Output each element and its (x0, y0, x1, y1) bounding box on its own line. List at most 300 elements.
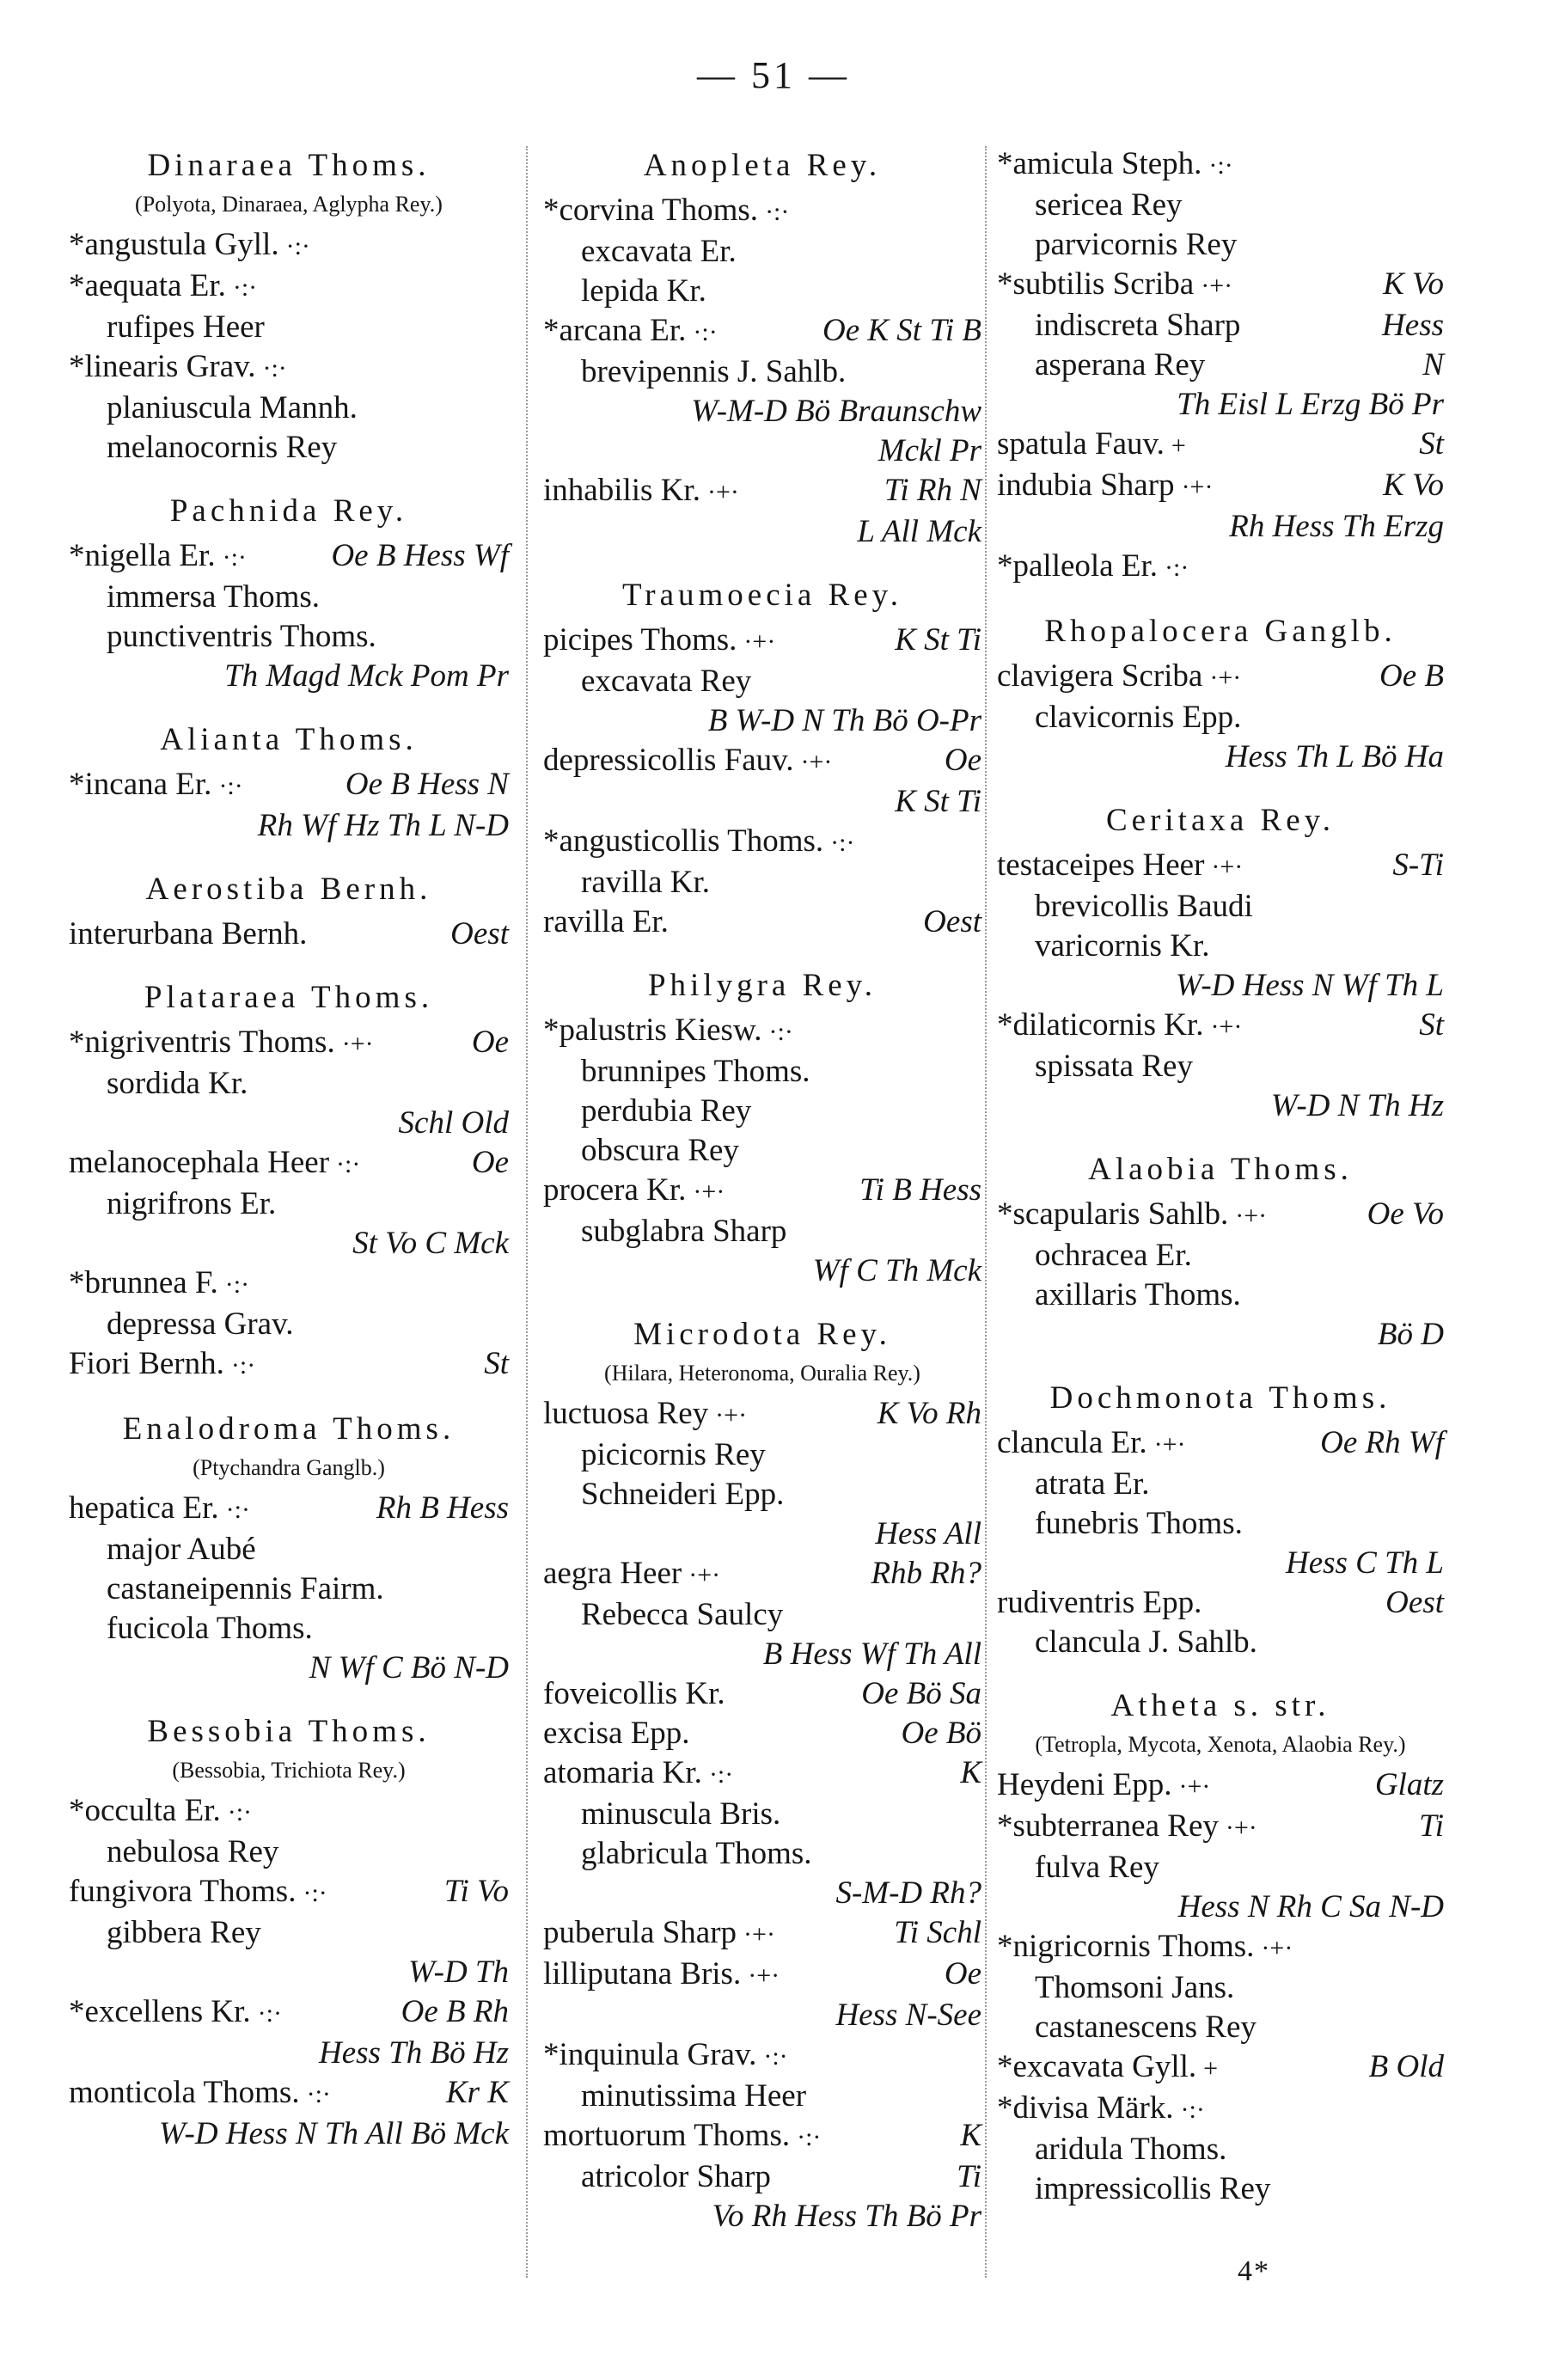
species-name: Rebecca Saulcy (581, 1597, 784, 1632)
species-entry (997, 1807, 1444, 1848)
genus-block (997, 1148, 1444, 1355)
species-name: glabricula Thoms. (581, 1836, 812, 1871)
distribution-symbol: ·:· (708, 1760, 734, 1789)
species-entry (543, 1394, 981, 1435)
genus-heading: Enalodroma Thoms. (122, 1411, 456, 1447)
genus-block (69, 1408, 509, 1688)
distribution-line: Bö D (1377, 1317, 1444, 1352)
species-entry (543, 621, 981, 662)
species-entry (69, 266, 509, 308)
genus-block (997, 610, 1444, 777)
distribution-symbol: ·:· (232, 273, 258, 302)
distribution-codes: K Vo (1383, 266, 1444, 302)
distribution-line: Hess All (875, 1516, 981, 1551)
species-entry (997, 1583, 1444, 1623)
distribution-symbol: ·:· (285, 232, 310, 260)
genus-block (543, 964, 981, 1291)
species-name: *amicula Steph. (997, 146, 1202, 181)
distribution-line: Hess Th Bö Hz (319, 2035, 509, 2071)
species-name: *dilaticornis Kr. (997, 1007, 1204, 1043)
synonym-entry (543, 272, 981, 311)
genus-heading: Bessobia Thoms. (147, 1714, 431, 1749)
species-entry (997, 1195, 1444, 1236)
synonym-entry (69, 1530, 509, 1569)
distribution-codes: Oe K St Ti B (822, 313, 981, 348)
species-entry (543, 471, 981, 512)
distribution-line: Rh Wf Hz Th L N-D (257, 808, 509, 843)
genus-block (997, 799, 1444, 1126)
synonym-note: (Bessobia, Trichiota Rey.) (172, 1758, 406, 1783)
distribution-line: S-M-D Rh? (835, 1875, 981, 1911)
genus-block (997, 1685, 1444, 2209)
genus-heading: Alianta Thoms. (160, 722, 418, 757)
genus-block (69, 144, 509, 468)
synonym-entry (997, 1276, 1444, 1315)
synonym-entry (69, 428, 509, 468)
distribution-codes: Oe B Hess Wf (331, 538, 509, 573)
species-name: clancula Er. (997, 1425, 1147, 1460)
distribution-line: W-M-D Bö Braunschw (691, 394, 981, 429)
species-name: rudiventris Epp. (997, 1585, 1202, 1620)
distribution-symbol: ·+· (1210, 1013, 1243, 1041)
species-name: perdubia Rey (581, 1093, 752, 1129)
species-entry (543, 822, 981, 863)
species-entry (543, 2035, 981, 2077)
genus-heading: Dochmonota Thoms. (1049, 1380, 1391, 1416)
synonym-entry (997, 186, 1444, 225)
species-entry (543, 1714, 981, 1753)
species-name: interurbana Bernh. (69, 916, 308, 951)
distribution-symbol: ·+· (1225, 1814, 1257, 1842)
species-entry (997, 657, 1444, 698)
species-name: melanocephala Heer (69, 1145, 330, 1180)
species-name: obscura Rey (581, 1133, 739, 1168)
distribution-line: B W-D N Th Bö O-Pr (707, 703, 981, 738)
species-name: Thomsoni Jans. (1035, 1970, 1235, 2005)
species-entry (543, 1955, 981, 1996)
species-name: *nigella Er. (69, 538, 216, 573)
species-name: depressa Grav. (107, 1306, 294, 1342)
distribution-line: W-D N Th Hz (1270, 1088, 1444, 1123)
column-divider-1 (526, 146, 528, 2278)
synonym-entry (543, 2077, 981, 2116)
synonym-entry (69, 617, 509, 657)
column-2 (543, 144, 981, 2236)
distribution-codes: K Vo Rh (877, 1396, 981, 1431)
distribution-symbol: + (1203, 2054, 1219, 2083)
synonym-entry (69, 1569, 509, 1609)
distribution-symbol: ·+· (1201, 272, 1233, 300)
species-entry (997, 846, 1444, 887)
species-name: *angustula Gyll. (69, 227, 279, 262)
species-name: immersa Thoms. (107, 579, 321, 615)
species-name: *incana Er. (69, 767, 212, 802)
species-entry (69, 1263, 509, 1305)
species-name: *excavata Gyll. (997, 2049, 1197, 2084)
synonym-entry (997, 225, 1444, 265)
species-name: spatula Fauv. (997, 426, 1165, 462)
distribution-codes: St (1419, 1007, 1444, 1043)
distribution-line: Wf C Th Mck (812, 1253, 981, 1288)
synonym-note: (Ptychandra Ganglb.) (193, 1455, 385, 1480)
distribution-codes: K (960, 2118, 981, 2153)
distribution-codes: Glatz (1374, 1767, 1444, 1802)
distribution-codes: Ti Vo (443, 1874, 509, 1909)
species-name: gibbera Rey (107, 1915, 261, 1950)
genus-block (543, 144, 981, 552)
distribution-line: Th Eisl L Erzg Bö Pr (1177, 387, 1444, 422)
species-name: ravilla Kr. (581, 865, 711, 900)
distribution-codes: Oe Vo (1367, 1196, 1444, 1232)
species-entry (997, 2047, 1444, 2089)
species-name: atrata Er. (1035, 1466, 1150, 1502)
synonym-entry (997, 1623, 1444, 1662)
distribution-codes: Oest (1385, 1585, 1444, 1620)
species-entry (543, 2116, 981, 2157)
species-name: planiuscula Mannh. (107, 390, 358, 425)
distribution-symbol: ·+· (706, 478, 739, 506)
species-entry (997, 2089, 1444, 2130)
distribution-line: N Wf C Bö N-D (309, 1650, 509, 1686)
species-name: clancula J. Sahlb. (1035, 1624, 1257, 1660)
synonym-entry (543, 1595, 981, 1635)
distribution-line: B Hess Wf Th All (762, 1637, 981, 1672)
distribution-codes: K Vo (1383, 468, 1444, 503)
genus-heading: Philygra Rey. (647, 968, 877, 1003)
species-name: *nigricornis Thoms. (997, 1929, 1255, 1964)
species-name: *aequata Er. (69, 268, 226, 303)
genus-heading: Aerostiba Bernh. (145, 872, 432, 907)
synonym-entry (543, 1212, 981, 1251)
species-name: impressicollis Rey (1035, 2171, 1271, 2206)
species-name: *brunnea F. (69, 1265, 218, 1300)
distribution-line: L All Mck (857, 514, 981, 549)
distribution-symbol: ·:· (230, 1351, 256, 1380)
distribution-symbol: ·:· (222, 543, 247, 572)
species-name: picipes Thoms. (543, 622, 737, 658)
synonym-entry (69, 389, 509, 428)
distribution-symbol: ·+· (715, 1401, 748, 1429)
species-entry (543, 741, 981, 782)
species-name: nigrifrons Er. (107, 1186, 277, 1221)
species-name: inhabilis Kr. (543, 473, 700, 508)
distribution-codes: Ti (1419, 1808, 1444, 1844)
synonym-entry (997, 306, 1444, 346)
synonym-entry (543, 352, 981, 392)
distribution-line: Th Magd Mck Pom Pr (224, 658, 509, 694)
genus-block (543, 1313, 981, 2236)
species-name: *angusticollis Thoms. (543, 823, 824, 859)
genus-heading: Anopleta Rey. (643, 148, 882, 183)
species-name: ravilla Er. (543, 904, 669, 939)
species-entry (69, 1344, 509, 1386)
species-name: lilliputana Bris. (543, 1956, 742, 1991)
distribution-line: W-D Hess N Th All Bö Mck (159, 2116, 509, 2151)
species-name: parvicornis Rey (1035, 227, 1238, 262)
species-name: ochracea Er. (1035, 1238, 1192, 1273)
distribution-symbol: ·+· (693, 1178, 725, 1206)
species-name: luctuosa Rey (543, 1396, 709, 1431)
species-name: monticola Thoms. (69, 2075, 300, 2110)
distribution-codes: K (960, 1755, 981, 1790)
synonym-entry (543, 1052, 981, 1092)
species-name: varicornis Kr. (1035, 928, 1210, 964)
synonym-entry (69, 578, 509, 617)
species-entry (543, 1674, 981, 1714)
species-name: spissata Rey (1035, 1049, 1193, 1084)
synonym-entry (69, 308, 509, 347)
synonym-entry (997, 1504, 1444, 1544)
species-name: puberula Sharp (543, 1915, 737, 1950)
distribution-line: W-D Th (408, 1955, 509, 1990)
signature-mark: 4* (1238, 2255, 1270, 2287)
species-name: Heydeni Epp. (997, 1767, 1172, 1802)
distribution-symbol: ·:· (763, 2042, 788, 2071)
distribution-symbol: ·:· (765, 198, 790, 226)
synonym-entry (69, 1184, 509, 1224)
distribution-line: Hess Th L Bö Ha (1225, 739, 1444, 774)
species-name: melanocornis Rey (107, 430, 338, 465)
species-name: clavicornis Epp. (1035, 700, 1242, 735)
distribution-codes: Oe (944, 1956, 981, 1991)
species-name: lepida Kr. (581, 273, 706, 309)
distribution-symbol: ·:· (768, 1018, 793, 1046)
genus-heading: Traumoecia Rey. (621, 578, 903, 613)
distribution-symbol: ·+· (1209, 664, 1242, 692)
species-entry (997, 1006, 1444, 1047)
distribution-symbol: ·:· (306, 2080, 331, 2108)
genus-heading: Alaobia Thoms. (1088, 1152, 1353, 1187)
distribution-symbol: ·:· (797, 2123, 822, 2151)
synonym-entry (69, 1305, 509, 1344)
species-entry (69, 2073, 509, 2114)
distribution-symbol: ·+· (743, 627, 776, 656)
species-name: *nigriventris Thoms. (69, 1025, 335, 1060)
synonym-entry (543, 2157, 981, 2197)
species-name: punctiventris Thoms. (107, 619, 376, 654)
synonym-entry (69, 1913, 509, 1953)
genus-block (69, 868, 509, 954)
species-name: *palustris Kiesw. (543, 1013, 762, 1048)
species-name: depressicollis Fauv. (543, 743, 794, 778)
species-entry (69, 765, 509, 806)
distribution-symbol: ·:· (227, 1798, 253, 1826)
species-name: brunnipes Thoms. (581, 1054, 810, 1089)
column-3 (997, 144, 1444, 2209)
genus-block (543, 574, 981, 942)
distribution-symbol: ·:· (257, 1999, 282, 2028)
species-name: mortuorum Thoms. (543, 2118, 791, 2153)
species-entry (997, 1423, 1444, 1465)
species-name: aridula Thoms. (1035, 2132, 1227, 2167)
species-name: excavata Rey (581, 664, 752, 699)
species-name: Schneideri Epp. (581, 1477, 785, 1512)
synonym-entry (997, 698, 1444, 737)
distribution-codes: Oe B Hess N (345, 767, 509, 802)
genus-block (69, 719, 509, 846)
species-entry (69, 225, 509, 266)
species-entry (69, 347, 509, 389)
species-name: clavigera Scriba (997, 658, 1203, 694)
species-name: major Aubé (107, 1532, 256, 1567)
distribution-symbol: ·:· (693, 318, 718, 346)
distribution-symbol: ·+· (341, 1030, 374, 1058)
species-name: picicornis Rey (581, 1437, 766, 1472)
synonym-entry (543, 662, 981, 701)
species-name: *occulta Er. (69, 1793, 221, 1828)
distribution-symbol: ·+· (1211, 853, 1244, 881)
distribution-line: Hess N-See (835, 1998, 981, 2033)
species-entry (997, 1927, 1444, 1968)
distribution-line: W-D Hess N Wf Th L (1175, 968, 1444, 1003)
species-name: *subtilis Scriba (997, 266, 1195, 302)
species-entry (69, 1872, 509, 1913)
genus-heading: Ceritaxa Rey. (1105, 803, 1336, 838)
species-name: minutissima Heer (581, 2078, 807, 2114)
species-name: indiscreta Sharp (1035, 308, 1241, 343)
genus-heading: Atheta s. str. (1110, 1688, 1330, 1723)
genus-block (69, 1710, 509, 2154)
distribution-codes: Ti B Hess (859, 1172, 981, 1208)
column-1 (69, 144, 509, 2154)
synonym-entry (997, 346, 1444, 385)
species-entry (543, 902, 981, 942)
synonym-entry (997, 1047, 1444, 1086)
distribution-codes: K St Ti (895, 622, 981, 658)
species-name: nebulosa Rey (107, 1834, 279, 1869)
synonym-entry (69, 1064, 509, 1104)
species-entry (997, 466, 1444, 507)
genus-heading: Rhopalocera Ganglb. (1044, 614, 1397, 649)
species-entry (997, 144, 1444, 186)
synonym-entry (997, 2130, 1444, 2169)
species-name: *inquinula Grav. (543, 2037, 757, 2072)
synonym-entry (997, 1848, 1444, 1887)
species-entry (69, 1992, 509, 2034)
distribution-symbol: + (1171, 431, 1186, 460)
species-name: brevicollis Baudi (1035, 889, 1253, 924)
genus-heading: Dinaraea Thoms. (147, 148, 431, 183)
distribution-codes: Ti Schl (894, 1915, 981, 1950)
synonym-note: (Tetropla, Mycota, Xenota, Alaobia Rey.) (1035, 1732, 1406, 1757)
species-name: subglabra Sharp (581, 1214, 787, 1249)
species-name: atricolor Sharp (581, 2159, 771, 2194)
species-name: rufipes Heer (107, 309, 265, 345)
species-entry (69, 915, 509, 954)
species-entry (997, 425, 1444, 466)
species-name: testaceipes Heer (997, 847, 1205, 883)
distribution-symbol: ·+· (1153, 1430, 1186, 1459)
distribution-codes: Ti (957, 2159, 981, 2194)
species-name: fungivora Thoms. (69, 1874, 297, 1909)
species-name: *corvina Thoms. (543, 193, 759, 228)
distribution-symbol: ·:· (1208, 151, 1233, 180)
distribution-symbol: ·:· (336, 1150, 361, 1178)
distribution-symbol: ·+· (688, 1561, 721, 1589)
genus-block (69, 976, 509, 1386)
synonym-entry (543, 1475, 981, 1514)
distribution-symbol: ·:· (225, 1496, 250, 1524)
distribution-codes: Ti Rh N (884, 473, 981, 508)
species-entry (543, 1913, 981, 1955)
species-name: castanescens Rey (1035, 2010, 1257, 2045)
genus-heading: Microdota Rey. (633, 1317, 891, 1352)
species-name: foveicollis Kr. (543, 1676, 725, 1711)
species-entry (543, 1171, 981, 1212)
distribution-symbol: ·:· (218, 772, 243, 800)
species-name: procera Kr. (543, 1172, 687, 1208)
distribution-codes: Rhb Rh? (871, 1556, 981, 1591)
distribution-codes: St (1419, 426, 1444, 462)
genus-block (997, 144, 1444, 588)
distribution-codes: Oe B Rh (401, 1994, 509, 2029)
distribution-line: Hess N Rh C Sa N-D (1177, 1889, 1444, 1924)
synonym-entry (997, 1236, 1444, 1276)
distribution-codes: Oest (923, 904, 981, 939)
species-name: Fiori Bernh. (69, 1346, 224, 1381)
species-entry (543, 311, 981, 352)
species-entry (997, 265, 1444, 306)
distribution-symbol: ·:· (830, 829, 855, 857)
species-name: fucicola Thoms. (107, 1611, 313, 1646)
column-divider-2 (985, 146, 987, 2278)
distribution-codes: Oe (944, 743, 981, 778)
genus-block (997, 1377, 1444, 1662)
distribution-symbol: ·+· (1181, 473, 1214, 501)
distribution-symbol: ·:· (1165, 554, 1189, 582)
synonym-entry (543, 1795, 981, 1834)
species-entry (543, 191, 981, 232)
synonym-entry (543, 1834, 981, 1874)
synonym-entry (997, 1968, 1444, 2008)
distribution-codes: Oe B (1379, 658, 1444, 694)
distribution-symbol: ·:· (224, 1270, 250, 1299)
distribution-line: St Vo C Mck (352, 1226, 509, 1261)
synonym-entry (997, 927, 1444, 966)
distribution-symbol: ·+· (800, 748, 833, 776)
species-name: *subterranea Rey (997, 1808, 1219, 1844)
species-name: hepatica Er. (69, 1490, 219, 1526)
species-name: minuscula Bris. (581, 1796, 781, 1832)
species-entry (69, 1143, 509, 1184)
synonym-entry (997, 1465, 1444, 1504)
distribution-codes: Oest (450, 916, 509, 951)
genus-heading: Plataraea Thoms. (144, 980, 434, 1015)
species-name: aegra Heer (543, 1556, 682, 1591)
species-entry (997, 547, 1444, 588)
distribution-codes: Kr K (445, 2075, 509, 2110)
species-name: *divisa Märk. (997, 2090, 1174, 2126)
distribution-line: Rh Hess Th Erzg (1229, 509, 1444, 544)
synonym-note: (Polyota, Dinaraea, Aglypha Rey.) (135, 192, 443, 217)
species-entry (69, 1791, 509, 1832)
species-name: excavata Er. (581, 234, 737, 269)
species-name: *palleola Er. (997, 548, 1158, 584)
distribution-symbol: ·+· (1261, 1934, 1293, 1962)
distribution-codes: Oe Rh Wf (1320, 1425, 1444, 1460)
distribution-codes: S-Ti (1392, 847, 1444, 883)
distribution-line: Mckl Pr (877, 433, 981, 468)
distribution-codes: Hess (1382, 308, 1444, 343)
species-entry (997, 1765, 1444, 1807)
species-name: *linearis Grav. (69, 349, 256, 384)
species-entry (543, 1753, 981, 1795)
species-name: castaneipennis Fairm. (107, 1571, 384, 1606)
distribution-codes: Rh B Hess (376, 1490, 509, 1526)
genus-heading: Pachnida Rey. (169, 493, 408, 529)
species-name: *excellens Kr. (69, 1994, 251, 2029)
synonym-entry (543, 232, 981, 272)
